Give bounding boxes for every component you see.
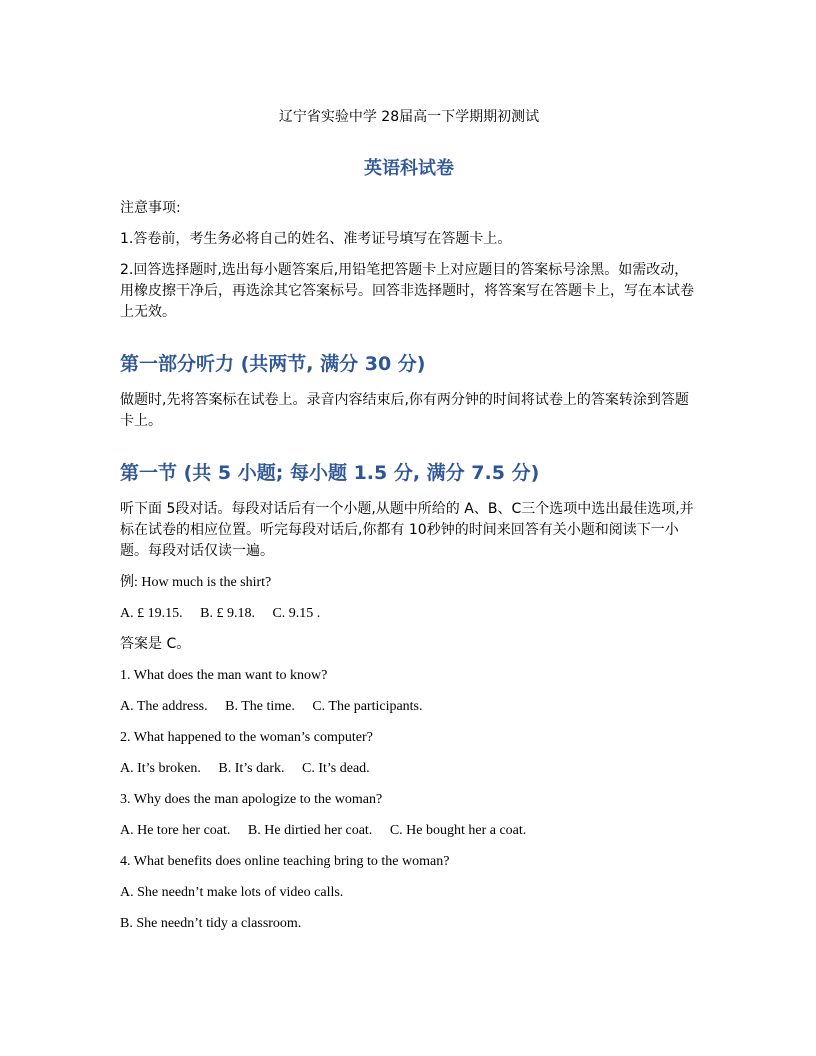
question-1-option-b: B. The time. (225, 699, 295, 714)
question-3-options (120, 820, 698, 841)
example-option-c: C. 9.15 . (272, 606, 321, 621)
example-question: 例: How much is the shirt? (120, 575, 272, 590)
example-option-b: B. £ 9.18. (200, 606, 255, 621)
part1-instruction: 做题时,先将答案标在试卷上。录音内容结束后,你有两分钟的时间将试卷上的答案转涂到答题卡上。 (120, 392, 689, 429)
question-2: 2. What happened to the woman’s computer? (120, 730, 373, 745)
question-4-option-a: A. She needn’t make lots of video calls. (120, 885, 344, 900)
question-3-option-c: C. He bought her a coat. (389, 823, 527, 838)
question-2-option-b: B. It’s dark. (218, 761, 285, 776)
question-2-option-c: C. It’s dead. (302, 761, 370, 776)
question-1-options (120, 696, 698, 717)
subject-title: 英语科试卷 (364, 158, 454, 179)
question-3-option-a: A. He tore her coat. (120, 823, 231, 838)
school-title: 辽宁省实验中学 28届高一下学期期初测试 (278, 109, 540, 125)
notice-item-2: 2.回答选择题时,选出每小题答案后,用铅笔把答题卡上对应题目的答案标号涂黑。如需改动，用橡皮擦干净后，再选涂其它答案标号。回答非选择题时，将答案写在答题卡上，写在本试卷上无效。 (120, 262, 694, 320)
question-3: 3. Why does the man apologize to the woman? (120, 792, 383, 807)
example-options (120, 603, 698, 624)
question-2-option-a: A. It’s broken. (120, 761, 201, 776)
section1-instruction: 听下面 5段对话。每段对话后有一个小题,从题中所给的 A、B、C三个选项中选出最佳选项,并标在试卷的相应位置。听完每段对话后,你都有 10秒钟的时间来回答有关小题和阅读下一小题。每段对话仅读一遍。 (120, 501, 694, 559)
question-1: 1. What does the man want to know? (120, 668, 328, 683)
question-1-option-c: C. The participants. (312, 699, 423, 714)
question-3-option-b: B. He dirtied her coat. (247, 823, 373, 838)
question-2-options (120, 758, 698, 779)
page-content (120, 106, 698, 944)
section1-heading: 第一节 (共 5 小题; 每小题 1.5 分, 满分 7.5 分) (120, 462, 540, 484)
example-option-a: A. £ 19.15. (120, 606, 183, 621)
question-4-option-b: B. She needn’t tidy a classroom. (120, 916, 302, 931)
example-answer: 答案是 C。 (120, 636, 191, 652)
notice-item-1: 1.答卷前，考生务必将自己的姓名、准考证号填写在答题卡上。 (120, 231, 512, 247)
part1-heading: 第一部分听力 (共两节, 满分 30 分) (120, 353, 426, 375)
notice-label: 注意事项: (120, 200, 181, 216)
question-4: 4. What benefits does online teaching bring to the woman? (120, 854, 450, 869)
question-1-option-a: A. The address. (120, 699, 208, 714)
